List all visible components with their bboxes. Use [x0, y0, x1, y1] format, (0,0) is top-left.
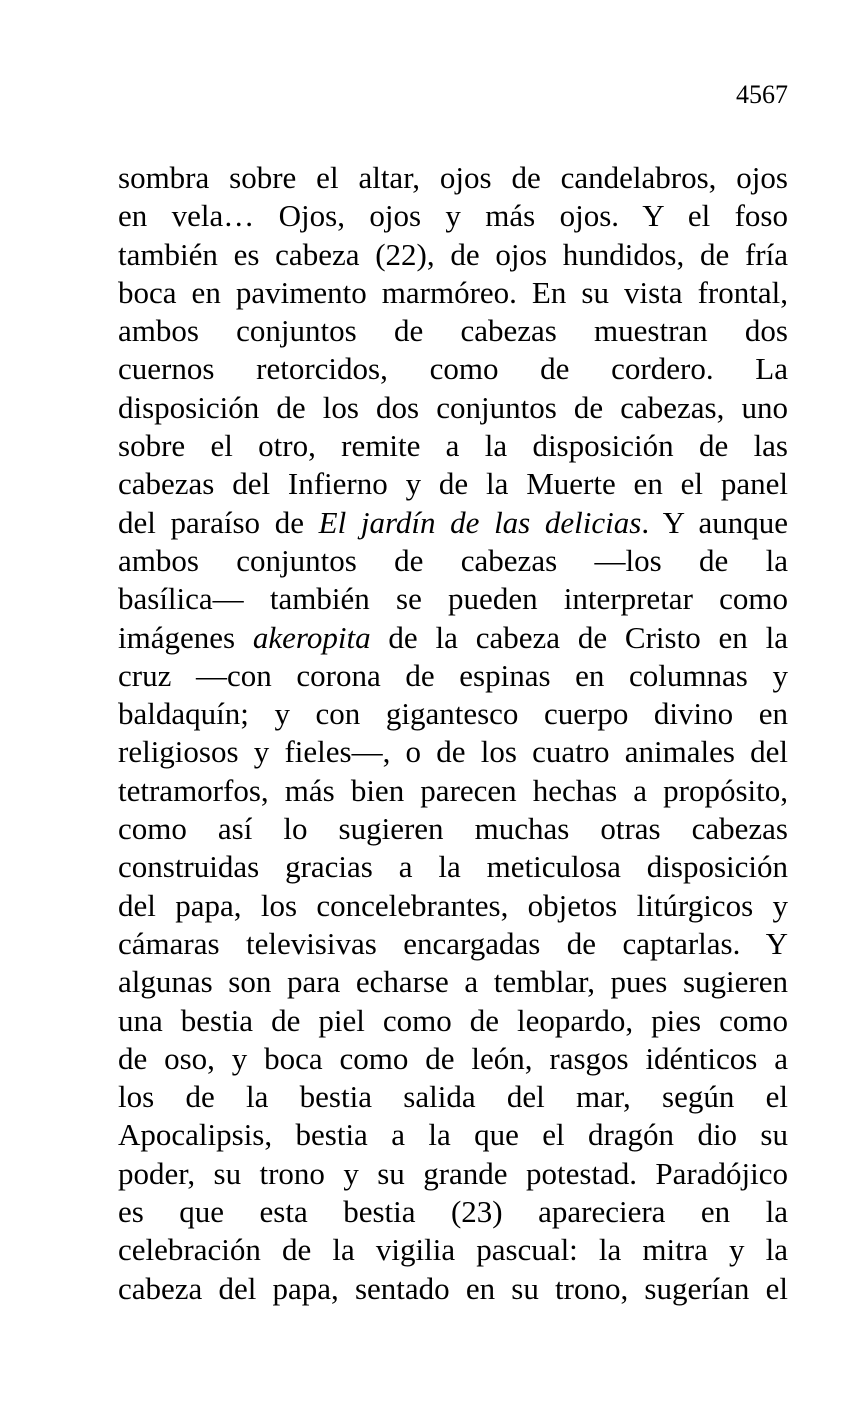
- text-line: una bestia de piel como de leopardo, pies como: [118, 1002, 788, 1038]
- text-line: algunas son para echarse a temblar, pues sugieren: [118, 964, 788, 1000]
- text-segment: imágenes: [118, 619, 253, 655]
- text-line: disposición de los dos conjuntos de cabezas, uno: [118, 389, 788, 425]
- text-segment: de la cabeza de Cristo en la: [370, 619, 788, 655]
- italic-term: akeropita: [252, 619, 371, 655]
- page-number: 4567: [736, 80, 788, 109]
- text-line: Apocalipsis, bestia a la que el dragón dio su: [118, 1117, 788, 1153]
- text-line: sombra sobre el altar, ojos de candelabros, ojos: [118, 160, 788, 195]
- text-segment: . Y aunque: [641, 504, 789, 540]
- artwork-title: El jardín de las delicias: [318, 504, 642, 540]
- text-line: de oso, y boca como de león, rasgos idénticos a: [118, 1040, 788, 1076]
- text-line: cabeza del papa, sentado en su trono, sugerían el: [118, 1270, 788, 1306]
- text-line-with-italic-term: [118, 619, 788, 657]
- text-line: religiosos y fieles—, o de los cuatro animales del: [118, 734, 788, 770]
- text-line: celebración de la vigilia pascual: la mitra y la: [118, 1232, 788, 1268]
- text-line: baldaquín; y con gigantesco cuerpo divino en: [118, 696, 788, 732]
- text-line: como así lo sugieren muchas otras cabezas: [118, 811, 788, 847]
- text-line: es que esta bestia (23) apareciera en la: [118, 1194, 788, 1230]
- text-line: sobre el otro, remite a la disposición de las: [118, 428, 788, 464]
- text-line: del papa, los concelebrantes, objetos litúrgicos y: [118, 887, 788, 923]
- text-line: cabezas del Infierno y de la Muerte en el panel: [118, 466, 788, 502]
- text-line: tetramorfos, más bien parecen hechas a propósito,: [118, 772, 788, 808]
- body-text: [118, 159, 788, 1308]
- text-line: poder, su trono y su grande potestad. Paradójico: [118, 1155, 788, 1191]
- text-line: ambos conjuntos de cabezas muestran dos: [118, 313, 788, 349]
- text-line: boca en pavimento marmóreo. En su vista frontal,: [118, 274, 788, 310]
- text-line: basílica— también se pueden interpretar como: [118, 581, 788, 617]
- text-line: también es cabeza (22), de ojos hundidos, de fría: [118, 236, 788, 272]
- text-line: cámaras televisivas encargadas de captarlas. Y: [118, 925, 788, 961]
- text-line-with-italic-title: [118, 504, 788, 542]
- text-line: los de la bestia salida del mar, según el: [118, 1079, 788, 1115]
- text-line: cruz —con corona de espinas en columnas y: [118, 657, 788, 693]
- text-segment: del paraíso de: [118, 504, 319, 540]
- text-line: en vela… Ojos, ojos y más ojos. Y el foso: [118, 198, 788, 234]
- text-line: ambos conjuntos de cabezas —los de la: [118, 542, 788, 578]
- text-line: construidas gracias a la meticulosa disposición: [118, 849, 788, 885]
- text-line: cuernos retorcidos, como de cordero. La: [118, 351, 788, 387]
